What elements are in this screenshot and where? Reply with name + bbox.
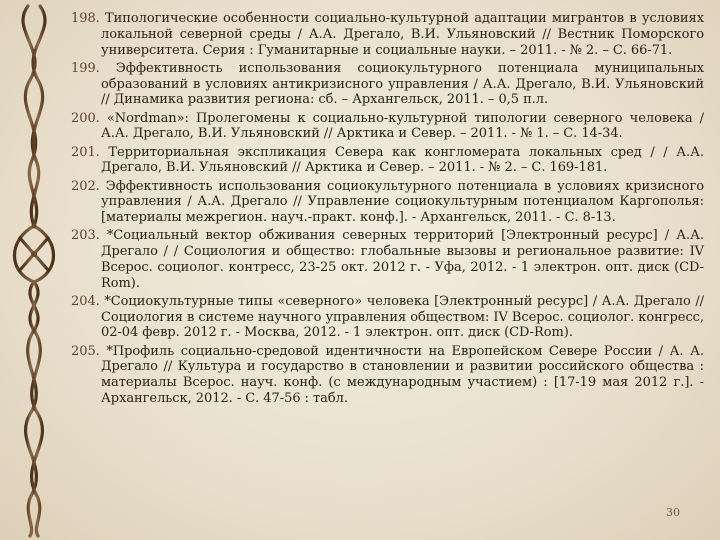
reference-number: 198.: [71, 11, 100, 26]
reference-item: [71, 228, 704, 291]
reference-item: [71, 11, 704, 58]
reference-number: 203.: [71, 228, 100, 244]
reference-text: Типологические особенности социально-культурной адаптации мигрантов в условиях локальной северной среды / А.А. Дрегало, В.И. Ульяновский // Вестник Поморского университета. Серия : Гуманитарные и социальные науки. – 2011. - № 2. – С. 66-71.: [101, 11, 704, 58]
reference-text: *Социальный вектор обживания северных территорий [Электронный ресурс] / А.А. Дрегало / / Социология и общество: глобальные вызовы и региональное развитие: IV Всерос. социолог. контресс, 23-25 окт. 2012 г. - Уфа, 2012. - 1 электрон. опт. диск (CD-Rom).: [101, 228, 704, 291]
reference-list: [71, 11, 704, 409]
reference-text: Эффективность использования социокультурного потенциала в условиях кризисного управления / А.А. Дрегало // Управление социокультурным потенциалом Каргополья: [материалы межрегион. науч.-практ. конф.]. - Архангельск, 2011. - С. 8-13.: [101, 178, 704, 226]
reference-item: [71, 179, 704, 226]
reference-number: 205.: [71, 343, 100, 359]
reference-number: 201.: [71, 144, 100, 160]
reference-text: «Nordman»: Пролегомены к социально-культурной типологии северного человека / А.А. Дрегало, В.И. Ульяновский // Арктика и Север. – 2011. - № 1. – С. 14-34.: [101, 110, 704, 142]
reference-number: 200.: [71, 110, 100, 126]
reference-item: [71, 111, 704, 143]
reference-item: [71, 344, 704, 407]
reference-number: 204.: [71, 293, 100, 309]
reference-number: 202.: [71, 178, 100, 194]
reference-item: [71, 61, 704, 108]
reference-text: Территориальная экспликация Севера как конгломерата локальных сред / / А.А. Дрегало, В.И. Ульяновский // Арктика и Север. – 2011. - № 2. – С. 169-181.: [101, 144, 704, 176]
reference-item: [71, 294, 704, 341]
reference-text: *Профиль социально-средовой идентичности на Европейском Севере России / А. А. Дрегало // Культура и государство в становлении и развитии российского общества : материалы Всерос. науч. конф. (с международным участием) : [17-19 мая 2012 г.]. - Архангельск, 2012. - С. 47-56 : табл.: [101, 343, 704, 407]
reference-number: 199.: [71, 60, 100, 76]
reference-text: Эффективность использования социокультурного потенциала муниципальных образований в условиях антикризисного управления / А.А. Дрегало, В.И. Ульяновский // Динамика развития региона: сб. – Архангельск, 2011. – 0,5 п.л.: [101, 60, 704, 108]
reference-item: [71, 145, 704, 177]
celtic-knot-border-icon: [0, 0, 70, 540]
page-number: 30: [666, 506, 680, 519]
reference-text: *Социокультурные типы «северного» человека [Электронный ресурс] / А.А. Дрегало // Социология в системе научного управления обществом: IV Всерос. социолог. конгресс, 02-04 февр. 2012 г. - Москва, 2012. - 1 электрон. опт. диск (CD-Rom).: [101, 293, 704, 341]
